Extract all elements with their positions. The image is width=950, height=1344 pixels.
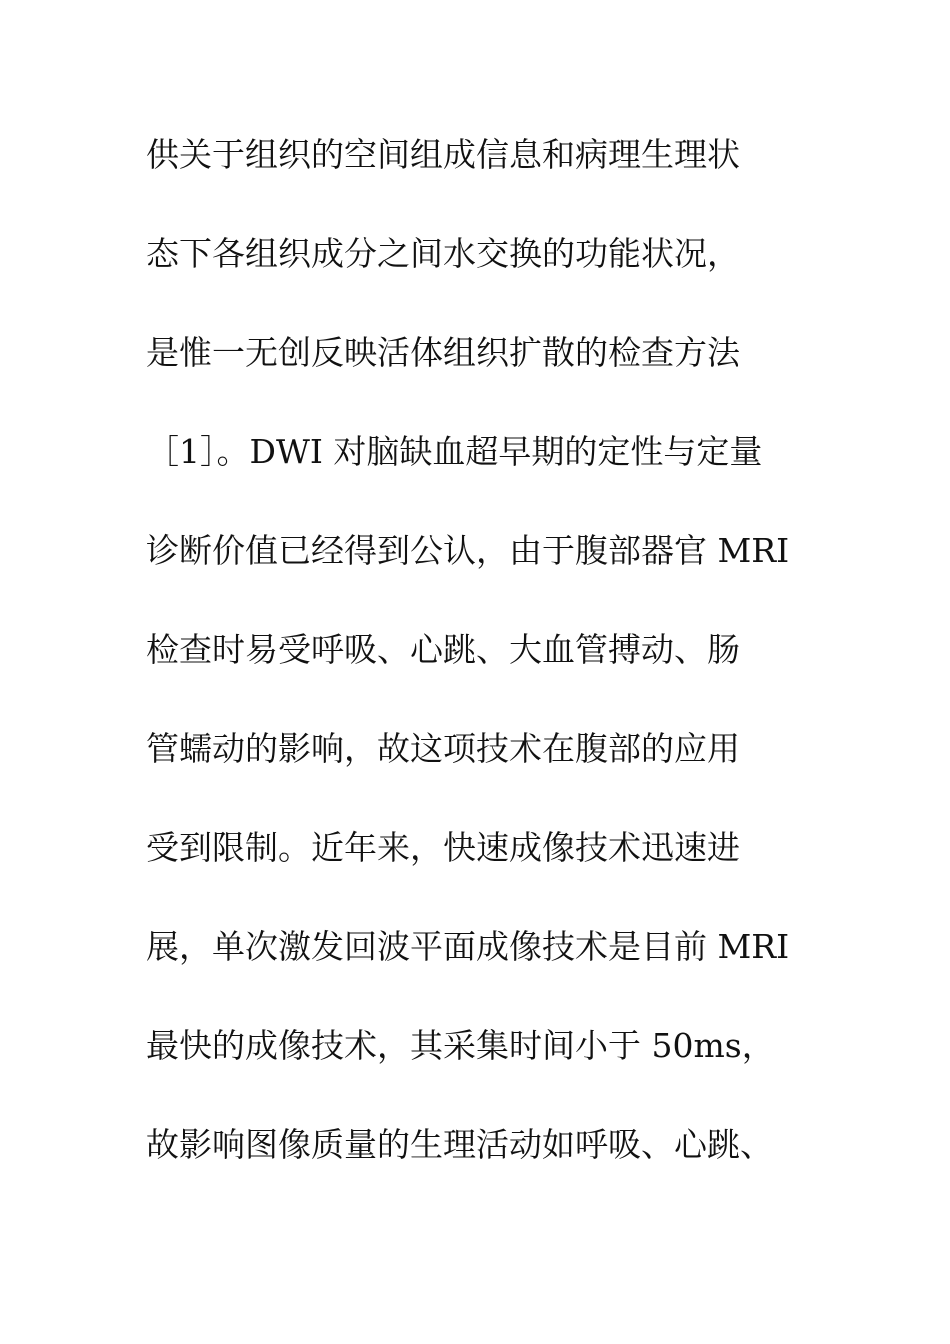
- text-line: 是惟一无创反映活体组织扩散的检查方法: [146, 333, 740, 372]
- text-line: ［1］。DWI 对脑缺血超早期的定性与定量: [146, 432, 763, 471]
- text-line: 供关于组织的空间组成信息和病理生理状: [146, 135, 740, 174]
- text-line: 展，单次激发回波平面成像技术是目前 MRI: [146, 927, 790, 966]
- text-line: 检查时易受呼吸、心跳、大血管搏动、肠: [146, 630, 740, 669]
- text-line: 态下各组织成分之间水交换的功能状况，: [146, 234, 740, 273]
- text-line: 受到限制。近年来，快速成像技术迅速进: [146, 828, 740, 867]
- text-line: 诊断价值已经得到公认，由于腹部器官 MRI: [146, 531, 790, 570]
- text-line: 最快的成像技术，其采集时间小于 50ms，: [146, 1026, 775, 1065]
- text-line: 故影响图像质量的生理活动如呼吸、心跳、: [146, 1125, 773, 1164]
- body-paragraph: [146, 125, 826, 1214]
- text-line: 管蠕动的影响，故这项技术在腹部的应用: [146, 729, 740, 768]
